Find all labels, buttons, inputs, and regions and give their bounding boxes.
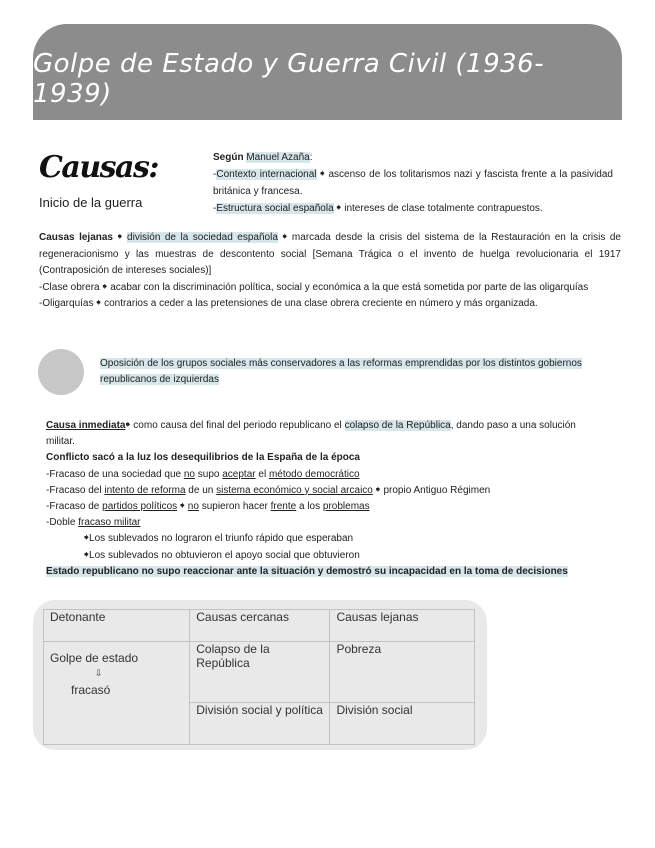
pointing-hand-icon: 🠺 (336, 203, 342, 214)
pointing-hand-icon: 🠺 (125, 420, 131, 431)
conflicto-line: Conflicto sacó a la luz los desequilibrios de la España de la época (46, 452, 360, 464)
pointing-hand-icon: 🠺 (96, 298, 102, 309)
causes-table (43, 609, 475, 745)
doble-fracaso-line: -Doble fracaso militar (46, 517, 141, 529)
sublevados-line-2: 🠺Los sublevados no obtuvieron el apoyo social que obtuvieron (84, 549, 360, 561)
azana-intro: Según Manuel Azaña: (213, 152, 313, 163)
grey-circle-decoration (38, 349, 84, 395)
table-cell: División social y política (190, 703, 330, 745)
azana-block (213, 149, 613, 217)
pointing-hand-icon: 🠺 (282, 232, 288, 243)
pointing-hand-icon: 🠺 (84, 533, 90, 545)
pointing-hand-icon: 🠺 (179, 501, 186, 513)
table-header-cell: Causas cercanas (190, 610, 330, 642)
causas-lejanas-paragraph: Causas lejanas 🠺 división de la sociedad española 🠺 marcada desde la crisis del sistema de la Restauración en la crisis de regeneracionismo y las muestras de descontento social [Semana Trágica o el invento de huelga revolucionaria el 1917 (Contraposición de intereses sociales)] (39, 232, 621, 276)
causas-subheading: Inicio de la guerra (39, 195, 143, 210)
causa-inmediata-paragraph: Causa inmediata🠺 como causa del final del periodo republicano el colapso de la República, dando paso a una solución militar. (46, 420, 576, 448)
fracaso-reforma-line: -Fracaso del intento de reforma de un sistema económico y social arcaico 🠺 propio Antiguo Régimen (46, 484, 491, 496)
fracaso-partidos-line: -Fracaso de partidos políticos 🠺 no supieron hacer frente a los problemas (46, 501, 370, 513)
table-header-cell: Detonante (44, 610, 190, 642)
table-cell: Colapso de la República (190, 642, 330, 703)
fracaso-sociedad-line: -Fracaso de una sociedad que no supo aceptar el método democrático (46, 468, 360, 480)
causas-heading: Causas: (39, 150, 158, 185)
oligarquias-line: -Oligarquías 🠺 contrarios a ceder a las pretensiones de una clase obrera creciente en número y más organizada. (39, 298, 538, 309)
pointing-hand-icon: 🠺 (102, 281, 108, 293)
title-banner (33, 24, 622, 120)
arrow-down-icon: ⇩ (95, 668, 103, 678)
pointing-hand-icon: 🠺 (375, 484, 381, 496)
table-cell: Pobreza (330, 642, 475, 703)
azana-item-contexto: -Contexto internacional 🠺 ascenso de los tolitarismos nazi y fascista frente a la pasividad británica y francesa. (213, 169, 613, 197)
pointing-hand-icon: 🠺 (117, 232, 123, 243)
azana-name: Manuel Azaña (246, 152, 310, 163)
table-header-cell: Causas lejanas (330, 610, 475, 642)
sublevados-line-1: 🠺Los sublevados no lograron el triunfo rápido que esperaban (84, 533, 354, 545)
causas-lejanas-block (39, 230, 621, 313)
table-header-row (44, 610, 475, 642)
pointing-hand-icon: 🠺 (319, 169, 326, 180)
detonante-cell: Golpe de estado ⇩ fracasó (44, 642, 190, 745)
causa-inmediata-block (46, 418, 586, 580)
azana-item-estructura: -Estructura social española 🠺 intereses de clase totalmente contrapuestos. (213, 203, 543, 214)
pointing-hand-icon: 🠺 (84, 549, 90, 561)
table-cell: División social (330, 703, 475, 745)
page-title: Golpe de Estado y Guerra Civil (1936-1939) (33, 49, 545, 109)
clase-obrera-line: -Clase obrera 🠺 acabar con la discriminación política, social y económica a la que está sometida por parte de las oligarquías (39, 281, 589, 293)
oposicion-text: Oposición de los grupos sociales más conservadores a las reformas emprendidas por los distintos gobiernos republicanos de izquierdas (100, 358, 582, 385)
table-row (44, 642, 475, 703)
conclusion-line: Estado republicano no supo reaccionar ante la situación y demostró su incapacidad en la toma de decisiones (46, 565, 568, 577)
